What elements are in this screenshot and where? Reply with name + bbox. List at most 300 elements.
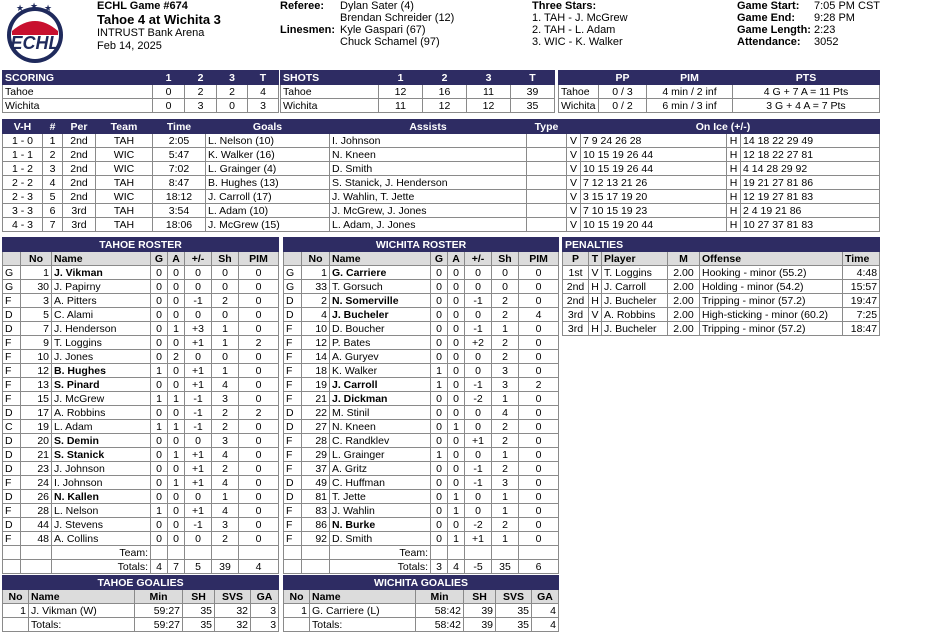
pim: 0 [519, 504, 559, 518]
plus-minus: 0 [185, 490, 212, 504]
shots: 2 [492, 462, 519, 476]
roster-row [284, 420, 559, 434]
player-name: A. Robbins [52, 406, 151, 420]
visitor-marker: V [567, 204, 581, 218]
assists: I. Johnson [330, 134, 527, 148]
jersey-number: 48 [21, 532, 52, 546]
tahoe-roster-title: TAHOE ROSTER [3, 238, 279, 252]
assists: 0 [168, 294, 185, 308]
team: TAH [96, 218, 153, 232]
goals: 0 [431, 392, 448, 406]
linesman-1: Kyle Gaspari (67) [340, 24, 426, 36]
roster-row [284, 518, 559, 532]
home-on-ice: 12 18 22 27 81 [741, 148, 880, 162]
score-total: 3 [248, 99, 279, 113]
jersey-number: 92 [302, 532, 330, 546]
goal-time: 18:12 [153, 190, 206, 204]
goalie-header-no: No [3, 590, 29, 604]
pim-cell: 4 min / 2 inf [647, 85, 733, 99]
position: F [284, 350, 302, 364]
position: F [284, 434, 302, 448]
jersey-number: 1 [302, 266, 330, 280]
roster-row [284, 294, 559, 308]
plus-minus: 0 [465, 420, 492, 434]
plus-minus: 0 [465, 406, 492, 420]
position: F [284, 518, 302, 532]
attendance-value: 3052 [814, 36, 839, 48]
goals: 1 [431, 378, 448, 392]
player-name: A. Gritz [330, 462, 431, 476]
shots-cell: 11 [467, 85, 511, 99]
roster-row [284, 532, 559, 546]
goalie-header-svs: SVS [496, 590, 532, 604]
pp-cell: 0 / 2 [599, 99, 647, 113]
roster-team-row [284, 546, 559, 560]
pim: 0 [519, 434, 559, 448]
shots: 2 [212, 420, 239, 434]
goals: 0 [151, 336, 168, 350]
goal-row [3, 218, 880, 232]
shots: 0 [212, 266, 239, 280]
roster-header-g: G [431, 252, 448, 266]
goalie-name: J. Vikman (W) [29, 604, 135, 618]
pim: 0 [239, 392, 279, 406]
plus-minus: +3 [185, 322, 212, 336]
position: F [284, 532, 302, 546]
goals: 0 [151, 294, 168, 308]
goals: 0 [431, 294, 448, 308]
penalty-time: 4:48 [843, 266, 880, 280]
plus-minus: -2 [465, 518, 492, 532]
player-name: N. Somerville [330, 294, 431, 308]
penalty-offense: Tripping - minor (57.2) [700, 322, 843, 336]
visitor-marker: V [567, 218, 581, 232]
roster-row [284, 462, 559, 476]
team-label: Team: [330, 546, 431, 560]
plus-minus: +1 [185, 476, 212, 490]
shots: 1 [492, 504, 519, 518]
blank-cell [302, 560, 330, 574]
position: D [284, 294, 302, 308]
goals: 0 [151, 462, 168, 476]
shots: 0 [212, 350, 239, 364]
assists: 0 [448, 350, 465, 364]
player-name: J. Wahlin [330, 504, 431, 518]
roster-header-sh: Sh [492, 252, 519, 266]
player-name: T. Jette [330, 490, 431, 504]
assists: 0 [168, 336, 185, 350]
goals: 0 [431, 280, 448, 294]
roster-row [284, 406, 559, 420]
goals: 0 [431, 308, 448, 322]
pim: 0 [239, 378, 279, 392]
position: F [3, 294, 21, 308]
position: D [284, 308, 302, 322]
score-cell: 2 [217, 85, 248, 99]
position: F [3, 336, 21, 350]
goals-header-num: # [43, 120, 63, 134]
player-name: L. Nelson [52, 504, 151, 518]
shots-header-p2: 2 [423, 71, 467, 85]
pim: 0 [519, 266, 559, 280]
penalty-player: A. Robbins [602, 308, 668, 322]
jersey-number: 14 [302, 350, 330, 364]
home-on-ice: 12 19 27 81 83 [741, 190, 880, 204]
goals: 0 [431, 532, 448, 546]
position: D [3, 518, 21, 532]
blank-cell [492, 546, 519, 560]
plus-minus: -1 [185, 518, 212, 532]
goals: 0 [151, 532, 168, 546]
position: F [3, 392, 21, 406]
blank-cell [284, 546, 302, 560]
roster-header-plusminus: +/- [465, 252, 492, 266]
pim: 0 [519, 490, 559, 504]
pim: 0 [239, 294, 279, 308]
goals-header-goals: Goals [206, 120, 330, 134]
assists: 0 [168, 462, 185, 476]
assists: D. Smith [330, 162, 527, 176]
score-state: 1 - 2 [3, 162, 43, 176]
total-plus-minus: 5 [185, 560, 212, 574]
jersey-number: 28 [21, 504, 52, 518]
pim: 0 [239, 420, 279, 434]
player-name: K. Walker [330, 364, 431, 378]
pim: 0 [519, 392, 559, 406]
goals: 0 [151, 308, 168, 322]
assists: 0 [168, 266, 185, 280]
home-marker: H [727, 162, 741, 176]
shots: 1 [212, 322, 239, 336]
jersey-number: 19 [21, 420, 52, 434]
player-name: N. Kneen [330, 420, 431, 434]
goal-type [527, 162, 567, 176]
game-length-value: 2:23 [814, 24, 836, 36]
shots-total: 39 [511, 85, 555, 99]
pim: 0 [519, 518, 559, 532]
referee-label: Referee: [280, 0, 325, 12]
shots: 1 [492, 490, 519, 504]
roster-header-pim: PIM [239, 252, 279, 266]
goal-row [3, 148, 880, 162]
plus-minus: -1 [465, 378, 492, 392]
player-name: T. Loggins [52, 336, 151, 350]
assists: S. Stanick, J. Henderson [330, 176, 527, 190]
scoring-row-tahoe [3, 85, 279, 99]
goal-type [527, 204, 567, 218]
jersey-number: 26 [21, 490, 52, 504]
goalie-header-no: No [284, 590, 310, 604]
goalie-header-name: Name [310, 590, 416, 604]
jersey-number: 15 [21, 392, 52, 406]
roster-header-sh: Sh [212, 252, 239, 266]
penalty-team: H [589, 294, 602, 308]
goalie-total-svs: 35 [496, 618, 532, 632]
assists: 0 [448, 308, 465, 322]
home-marker: H [727, 204, 741, 218]
visitor-marker: V [567, 176, 581, 190]
goal-number: 2 [43, 148, 63, 162]
jersey-number: 17 [21, 406, 52, 420]
roster-row [3, 490, 279, 504]
position: F [284, 448, 302, 462]
position: D [284, 476, 302, 490]
svg-text:★: ★ [16, 4, 25, 14]
logo-wordmark: ECHL [10, 33, 60, 53]
goalie-no: 1 [3, 604, 29, 618]
player-name: A. Pitters [52, 294, 151, 308]
goalie-header-svs: SVS [215, 590, 251, 604]
goals: 0 [151, 476, 168, 490]
plus-minus: 0 [465, 350, 492, 364]
penalty-row [563, 308, 880, 322]
special-teams-table [558, 70, 880, 113]
goalie-header-min: Min [416, 590, 464, 604]
plus-minus: 0 [465, 308, 492, 322]
blank-cell [431, 546, 448, 560]
jersey-number: 10 [302, 322, 330, 336]
shots: 0 [212, 308, 239, 322]
roster-row [284, 448, 559, 462]
shots: 0 [212, 280, 239, 294]
shots: 4 [212, 476, 239, 490]
assists: 2 [168, 350, 185, 364]
linesman-2: Chuck Schamel (97) [340, 36, 440, 48]
goals: 0 [151, 266, 168, 280]
total-shots: 35 [492, 560, 519, 574]
echl-logo [2, 1, 68, 65]
goal-number: 1 [43, 134, 63, 148]
pim: 0 [239, 532, 279, 546]
shots-cell: 12 [467, 99, 511, 113]
special-row-tahoe [559, 85, 880, 99]
scorer: L. Adam (10) [206, 204, 330, 218]
goals: 0 [151, 406, 168, 420]
goals-header-assists: Assists [330, 120, 527, 134]
assists: 0 [448, 378, 465, 392]
plus-minus: -1 [185, 294, 212, 308]
game-info-block [97, 0, 221, 53]
position: C [3, 420, 21, 434]
goal-number: 3 [43, 162, 63, 176]
position: D [284, 420, 302, 434]
plus-minus: 0 [185, 308, 212, 322]
goals-header-team: Team [96, 120, 153, 134]
player-name: J. Papirny [52, 280, 151, 294]
assists: 1 [168, 420, 185, 434]
roster-row [284, 266, 559, 280]
plus-minus: +1 [185, 336, 212, 350]
goal-row [3, 162, 880, 176]
roster-header-no: No [302, 252, 330, 266]
goal-row [3, 134, 880, 148]
penalty-team: V [589, 266, 602, 280]
goals: 0 [151, 350, 168, 364]
roster-row [3, 448, 279, 462]
shots: 2 [492, 336, 519, 350]
goal-time: 5:47 [153, 148, 206, 162]
blank-cell [21, 560, 52, 574]
assists: 0 [448, 434, 465, 448]
total-plus-minus: -5 [465, 560, 492, 574]
pim: 4 [519, 308, 559, 322]
shots-total: 35 [511, 99, 555, 113]
penalty-offense: Holding - minor (54.2) [700, 280, 843, 294]
roster-row [284, 378, 559, 392]
goals: 1 [151, 364, 168, 378]
goalie-svs: 32 [215, 604, 251, 618]
penalty-time: 7:25 [843, 308, 880, 322]
roster-row [3, 406, 279, 420]
team: WIC [96, 162, 153, 176]
shots: 2 [212, 406, 239, 420]
assists: 1 [448, 504, 465, 518]
blank-cell [212, 546, 239, 560]
score-state: 1 - 0 [3, 134, 43, 148]
penalty-minutes: 2.00 [668, 308, 700, 322]
shots-header-p3: 3 [467, 71, 511, 85]
player-name: C. Alami [52, 308, 151, 322]
plus-minus: 0 [185, 434, 212, 448]
home-marker: H [727, 190, 741, 204]
penalty-player: J. Carroll [602, 280, 668, 294]
goal-type [527, 148, 567, 162]
blank-cell [465, 546, 492, 560]
plus-minus: +1 [185, 462, 212, 476]
game-number: ECHL Game #674 [97, 0, 188, 12]
scorer: J. Carroll (17) [206, 190, 330, 204]
plus-minus: 0 [465, 266, 492, 280]
roster-row [3, 504, 279, 518]
shots: 1 [212, 364, 239, 378]
pim: 0 [519, 532, 559, 546]
wichita-roster-title: WICHITA ROSTER [284, 238, 559, 252]
roster-row [284, 434, 559, 448]
pen-header-time: Time [843, 252, 880, 266]
wichita-roster-table [283, 237, 559, 574]
plus-minus: +2 [465, 336, 492, 350]
penalty-period: 3rd [563, 322, 589, 336]
goals: 0 [151, 280, 168, 294]
plus-minus: +1 [185, 378, 212, 392]
position: F [284, 378, 302, 392]
roster-header-a: A [448, 252, 465, 266]
player-name: P. Bates [330, 336, 431, 350]
roster-header-pim: PIM [519, 252, 559, 266]
assists: 0 [448, 364, 465, 378]
team: WIC [96, 190, 153, 204]
pim: 0 [519, 294, 559, 308]
goals-header-on-ice: On Ice (+/-) [567, 120, 880, 134]
shots: 1 [492, 392, 519, 406]
team: TAH [96, 134, 153, 148]
jersey-number: 29 [302, 448, 330, 462]
assists: 0 [168, 406, 185, 420]
roster-row [3, 280, 279, 294]
position: F [284, 336, 302, 350]
total-pim: 6 [519, 560, 559, 574]
player-name: N. Kallen [52, 490, 151, 504]
pim: 0 [239, 266, 279, 280]
roster-row [284, 336, 559, 350]
blank-cell [519, 546, 559, 560]
goal-row [3, 204, 880, 218]
assists: 1 [448, 490, 465, 504]
position: D [284, 490, 302, 504]
visitor-marker: V [567, 134, 581, 148]
roster-row [3, 434, 279, 448]
pim: 0 [239, 504, 279, 518]
assists: 0 [168, 434, 185, 448]
special-row-wichita [559, 99, 880, 113]
penalties-title: PENALTIES [563, 238, 880, 252]
team-name: Tahoe [281, 85, 379, 99]
score-cell: 0 [153, 85, 185, 99]
plus-minus: 0 [465, 448, 492, 462]
jersey-number: 33 [302, 280, 330, 294]
penalty-minutes: 2.00 [668, 280, 700, 294]
plus-minus: -1 [185, 392, 212, 406]
jersey-number: 20 [21, 434, 52, 448]
assists: 1 [168, 322, 185, 336]
position: F [3, 504, 21, 518]
goalie-totals-row [284, 618, 559, 632]
goalie-total-svs: 32 [215, 618, 251, 632]
home-marker: H [727, 148, 741, 162]
jersey-number: 30 [21, 280, 52, 294]
blank-cell [448, 546, 465, 560]
pim: 0 [239, 308, 279, 322]
team-name: Wichita [3, 99, 153, 113]
team-name: Wichita [559, 99, 599, 113]
goalie-header-name: Name [29, 590, 135, 604]
pim: 2 [239, 336, 279, 350]
goals: 1 [151, 392, 168, 406]
visitor-marker: V [567, 190, 581, 204]
pim: 0 [239, 350, 279, 364]
roster-row [3, 420, 279, 434]
player-name: L. Grainger [330, 448, 431, 462]
three-stars-block [532, 0, 628, 48]
jersey-number: 4 [302, 308, 330, 322]
goalie-total-min: 59:27 [135, 618, 183, 632]
goalie-header-sh: SH [183, 590, 215, 604]
period: 2nd [63, 148, 96, 162]
total-goals: 4 [151, 560, 168, 574]
team-name: Tahoe [559, 85, 599, 99]
plus-minus: +1 [185, 364, 212, 378]
shots: 4 [212, 378, 239, 392]
roster-header-g: G [151, 252, 168, 266]
score-state: 3 - 3 [3, 204, 43, 218]
roster-header-no: No [21, 252, 52, 266]
plus-minus: 0 [465, 280, 492, 294]
shots: 3 [212, 392, 239, 406]
position: D [3, 490, 21, 504]
plus-minus: -1 [465, 294, 492, 308]
three-stars-label: Three Stars: [532, 0, 597, 12]
plus-minus: 0 [465, 504, 492, 518]
pim: 0 [519, 406, 559, 420]
shots: 0 [492, 266, 519, 280]
penalty-player: J. Bucheler [602, 322, 668, 336]
roster-row [284, 490, 559, 504]
team: WIC [96, 148, 153, 162]
score-cell: 2 [185, 85, 217, 99]
plus-minus: +1 [465, 532, 492, 546]
penalty-row [563, 280, 880, 294]
shots: 3 [212, 518, 239, 532]
